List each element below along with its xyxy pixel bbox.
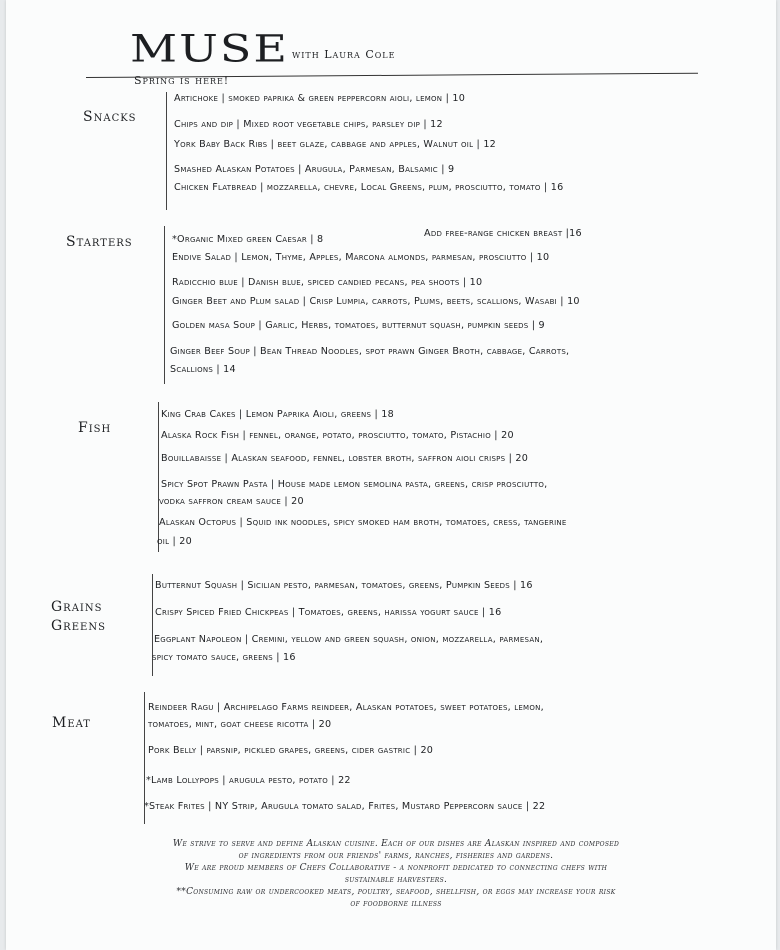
footer-line: We are proud members of Chefs Collaborative - a nonprofit dedicated to connecting chefs with — [184, 863, 608, 873]
menu-item: Reindeer Ragu | Archipelago Farms reindeer, Alaskan potatoes, sweet potatoes, lemon, — [148, 702, 544, 713]
menu-item: Chips and dip | Mixed root vegetable chips, parsley dip | 12 — [174, 119, 443, 130]
section-title-grains: Grains — [51, 599, 103, 615]
menu-item: vodka saffron cream sauce | 20 — [159, 496, 304, 507]
menu-item: Endive Salad | Lemon, Thyme, Apples, Marcona almonds, parmesan, prosciutto | 10 — [172, 252, 550, 263]
menu-item: Alaska Rock Fish | fennel, orange, potato, prosciutto, tomato, Pistachio | 20 — [161, 430, 514, 441]
section-title-starters: Starters — [66, 234, 133, 250]
menu-item: Ginger Beet and Plum salad | Crisp Lumpia, carrots, Plums, beets, scallions, Wasabi | 10 — [172, 296, 580, 307]
menu-item: Golden masa Soup | Garlic, Herbs, tomatoes, butternut squash, pumpkin seeds | 9 — [172, 320, 545, 331]
footer-line: We strive to serve and define Alaskan cuisine. Each of our dishes are Alaskan inspired and composed — [172, 839, 620, 849]
menu-item: Eggplant Napoleon | Cremini, yellow and green squash, onion, mozzarella, parmesan, — [154, 634, 544, 645]
divider-starters — [164, 226, 165, 384]
menu-item: York Baby Back Ribs | beet glaze, cabbage and apples, Walnut oil | 12 — [174, 139, 497, 150]
menu-item: Spicy Spot Prawn Pasta | House made lemon semolina pasta, greens, crisp prosciutto, — [161, 479, 548, 490]
menu-item: *Steak Frites | NY Strip, Arugula tomato salad, Frites, Mustard Peppercorn sauce | 22 — [144, 801, 546, 812]
menu-subtitle: Spring is here! — [134, 74, 230, 87]
footer-line: sustainable harvesters. — [344, 875, 448, 885]
menu-item: Bouillabaisse | Alaskan seafood, fennel, lobster broth, saffron aioli crisps | 20 — [161, 453, 529, 464]
footer-line: **Consuming raw or undercooked meats, poultry, seafood, shellfish, or eggs may increase your risk — [176, 887, 616, 897]
footer-note — [76, 838, 716, 910]
menu-item: Crispy Spiced Fried Chickpeas | Tomatoes, greens, harissa yogurt sauce | 16 — [155, 607, 502, 618]
menu-item: Scallions | 14 — [170, 364, 236, 375]
menu-item: Artichoke | smoked paprika & green peppercorn aioli, lemon | 10 — [174, 93, 466, 104]
menu-item: spicy tomato sauce, greens | 16 — [152, 652, 296, 663]
section-title-meat: Meat — [52, 715, 91, 731]
menu-item: Smashed Alaskan Potatoes | Arugula, Parmesan, Balsamic | 9 — [174, 164, 455, 175]
menu-item: King Crab Cakes | Lemon Paprika Aioli, greens | 18 — [161, 409, 394, 420]
footer-line: of foodborne illness — [350, 899, 442, 909]
menu-sheet — [6, 0, 776, 950]
divider-snacks — [166, 92, 167, 210]
menu-item: Butternut Squash | Sicilian pesto, parmesan, tomatoes, greens, Pumpkin Seeds | 16 — [155, 580, 533, 591]
caesar-addon: Add free-range chicken breast |16 — [424, 228, 582, 239]
section-title-snacks: Snacks — [83, 109, 137, 125]
menu-item: oil | 20 — [157, 536, 193, 547]
menu-item: Radicchio blue | Danish blue, spiced candied pecans, pea shoots | 10 — [172, 277, 483, 288]
menu-item: Pork Belly | parsnip, pickled grapes, greens, cider gastric | 20 — [148, 745, 434, 756]
section-title-fish: Fish — [78, 420, 112, 436]
menu-item: Ginger Beef Soup | Bean Thread Noodles, spot prawn Ginger Broth, cabbage, Carrots, — [170, 346, 570, 357]
menu-item: *Lamb Lollypops | arugula pesto, potato | 22 — [146, 775, 351, 786]
menu-item: Alaskan Octopus | Squid ink noodles, spicy smoked ham broth, tomatoes, cress, tangerine — [159, 517, 567, 528]
footer-line: of ingredients from our friends' farms, ranches, fisheries and gardens. — [238, 851, 554, 861]
chef-credit: with Laura Cole — [292, 48, 396, 61]
menu-item: *Organic Mixed green Caesar | 8 — [172, 234, 324, 245]
menu-item: Chicken Flatbread | mozzarella, chevre, Local Greens, plum, prosciutto, tomato | 16 — [174, 182, 564, 193]
restaurant-logo: MUSE — [130, 26, 289, 71]
menu-item: tomatoes, mint, goat cheese ricotta | 20 — [148, 719, 332, 730]
section-title-greens: Greens — [51, 618, 106, 634]
